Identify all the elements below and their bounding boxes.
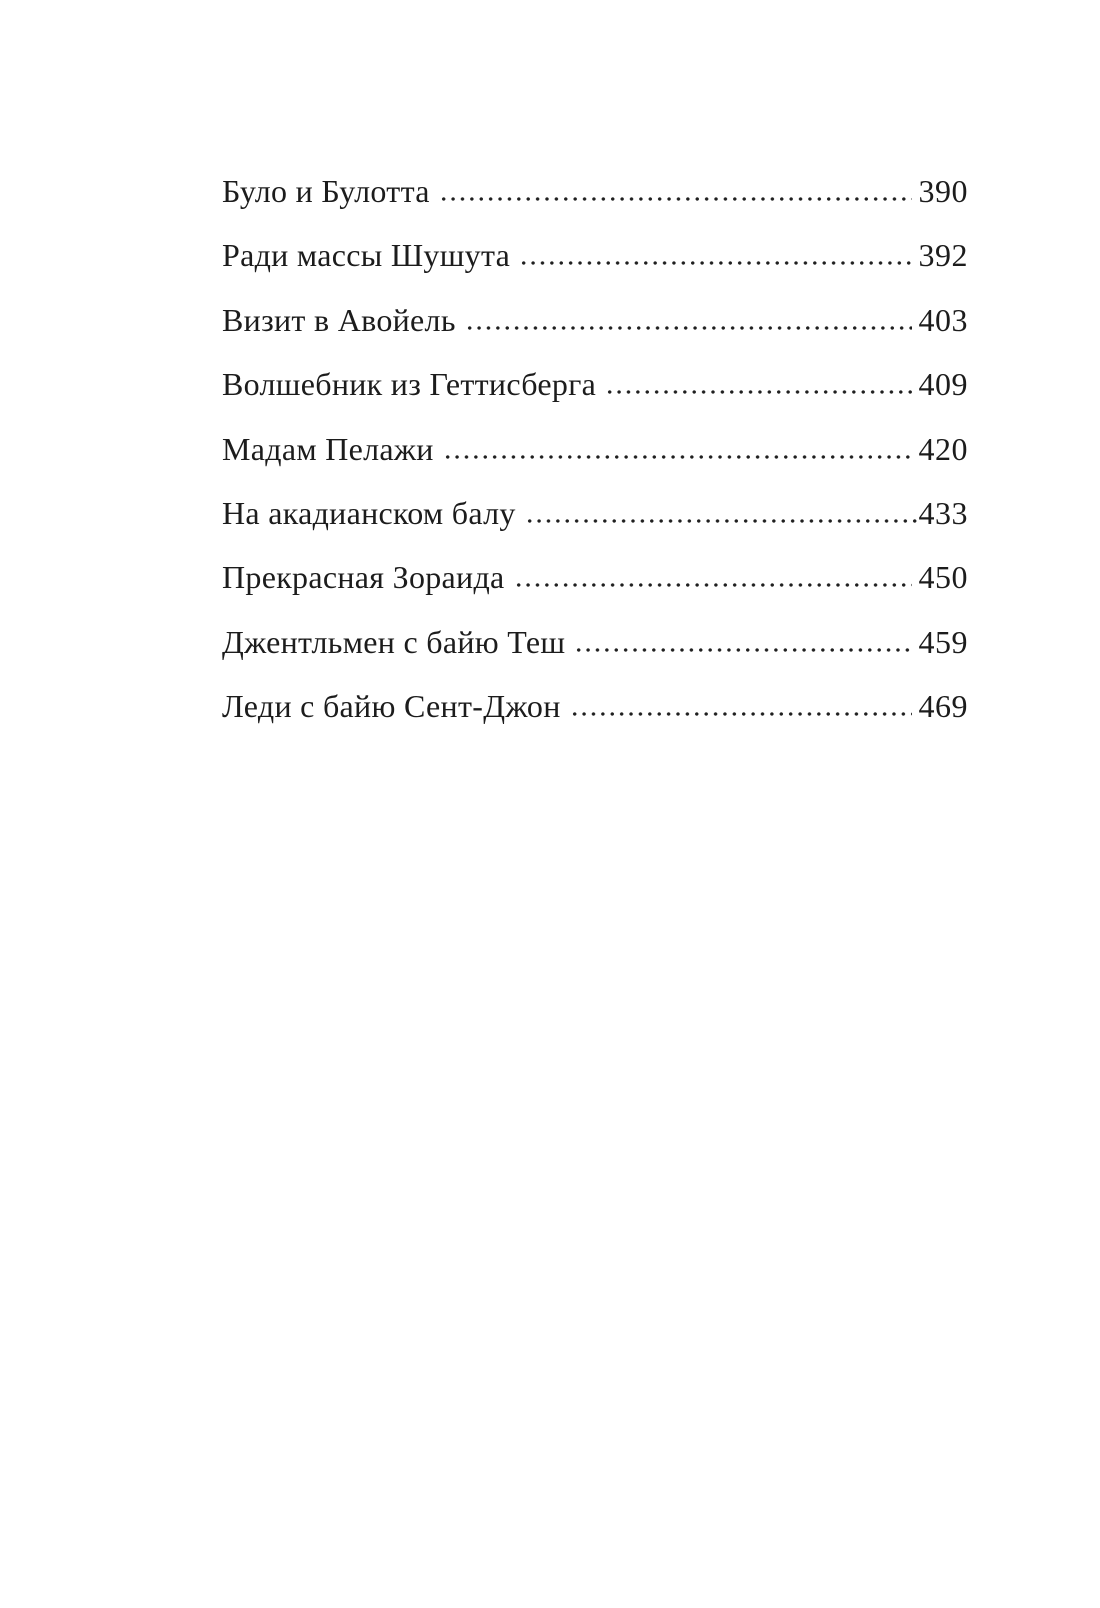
toc-entry: [222, 288, 968, 352]
toc-entry-page-number: 390: [918, 173, 968, 209]
toc-entry: [222, 159, 968, 223]
toc-entry-page-number: 403: [918, 301, 968, 338]
toc-entry-title: Прекрасная Зораида: [222, 559, 505, 596]
toc-entry-title: Леди с байю Сент-Джон: [222, 688, 561, 725]
toc-entry-page-number: 459: [918, 623, 968, 660]
toc-entry-title: Мадам Пелажи: [222, 430, 434, 467]
table-of-contents: [222, 159, 968, 739]
toc-entry-page-number: 420: [918, 430, 968, 467]
dot-leader: [605, 389, 911, 395]
dot-leader: [525, 518, 919, 524]
toc-entry-title: Визит в Авойель: [222, 301, 456, 338]
dot-leader: [443, 454, 912, 460]
dot-leader: [514, 582, 912, 588]
toc-entry-page-number: 409: [918, 366, 968, 403]
dot-leader: [519, 260, 911, 266]
dot-leader: [439, 196, 912, 202]
toc-entry: [222, 223, 968, 287]
toc-entry: [222, 610, 968, 674]
toc-entry-page-number: 469: [918, 688, 968, 725]
toc-entry-title: Волшебник из Геттисберга: [222, 366, 597, 403]
toc-entry: [222, 481, 968, 545]
dot-leader: [574, 647, 911, 653]
toc-entry: [222, 417, 968, 481]
dot-leader: [570, 711, 912, 717]
toc-entry-page-number: 392: [918, 237, 968, 274]
toc-entry-title: Джентльмен с байю Теш: [222, 623, 566, 660]
dot-leader: [465, 325, 912, 331]
toc-entry: [222, 674, 968, 738]
toc-entry-title: Ради массы Шушута: [222, 237, 511, 274]
toc-entry-page-number: 433: [918, 494, 968, 531]
toc-entry-title: На акадианском балу: [222, 494, 516, 531]
toc-entry-title: Було и Булотта: [222, 173, 430, 209]
toc-entry: [222, 352, 968, 416]
toc-entry-page-number: 450: [918, 559, 968, 596]
toc-entry: [222, 545, 968, 609]
